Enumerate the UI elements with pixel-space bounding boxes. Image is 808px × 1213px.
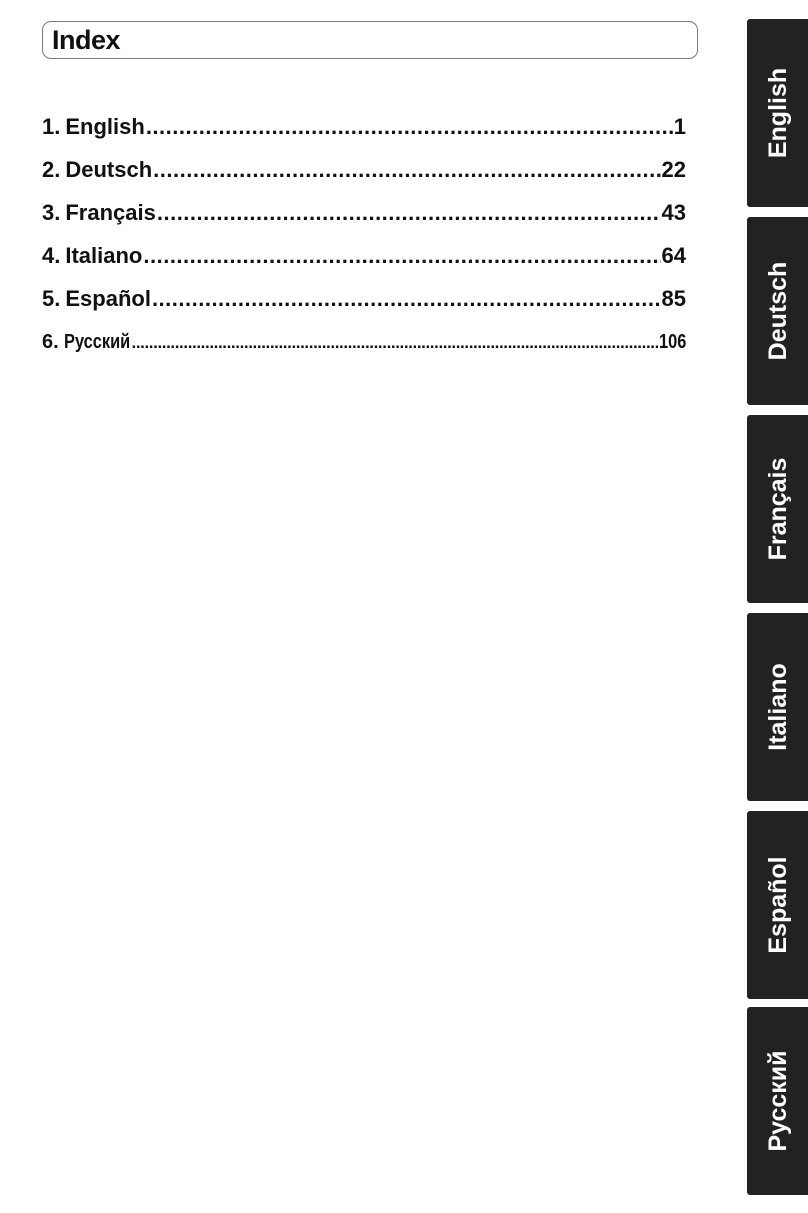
page-title: Index <box>52 25 121 55</box>
toc-number: 6. <box>42 331 59 353</box>
toc-entry-francais[interactable] <box>42 198 686 241</box>
toc-number: 5. <box>42 286 61 311</box>
toc-number: 3. <box>42 200 61 225</box>
toc-label: Deutsch <box>65 157 153 182</box>
toc-page-number: 64 <box>661 243 686 268</box>
toc-page-number: 106 <box>658 331 686 353</box>
tab-francais[interactable] <box>747 415 808 603</box>
tab-label: Deutsch <box>763 261 792 361</box>
table-of-contents <box>42 112 686 370</box>
toc-number: 1. <box>42 114 61 139</box>
toc-page-number: 43 <box>661 200 686 225</box>
tab-espanol[interactable] <box>747 811 808 999</box>
toc-number: 2. <box>42 157 61 182</box>
toc-label: English <box>65 114 145 139</box>
tab-italiano[interactable] <box>747 613 808 801</box>
tab-russian[interactable] <box>747 1007 808 1195</box>
toc-leader-dots <box>143 241 660 271</box>
tab-label: Русский <box>763 1050 792 1152</box>
toc-leader-dots <box>153 155 660 185</box>
index-title-box <box>42 21 698 59</box>
toc-entry-italiano[interactable] <box>42 241 686 284</box>
toc-label: Español <box>65 286 151 311</box>
toc-entry-espanol[interactable] <box>42 284 686 327</box>
tab-deutsch[interactable] <box>747 217 808 405</box>
toc-page-number: 85 <box>661 286 686 311</box>
toc-page-number: 1 <box>673 114 686 139</box>
toc-leader-dots <box>132 327 658 358</box>
toc-entry-russian[interactable] <box>42 327 686 370</box>
toc-leader-dots <box>152 284 661 314</box>
toc-label: Français <box>65 200 156 225</box>
toc-entry-deutsch[interactable] <box>42 155 686 198</box>
tab-label: Español <box>763 856 792 954</box>
toc-page-number: 22 <box>661 157 686 182</box>
toc-entry-english[interactable] <box>42 112 686 155</box>
tab-english[interactable] <box>747 19 808 207</box>
toc-label: Русский <box>63 331 130 353</box>
tab-label: Français <box>763 457 792 561</box>
tab-label: English <box>763 67 792 159</box>
toc-leader-dots <box>146 112 673 142</box>
language-tabs <box>747 0 808 1213</box>
toc-label: Italiano <box>65 243 143 268</box>
tab-label: Italiano <box>763 663 792 751</box>
toc-number: 4. <box>42 243 61 268</box>
toc-leader-dots <box>157 198 661 228</box>
